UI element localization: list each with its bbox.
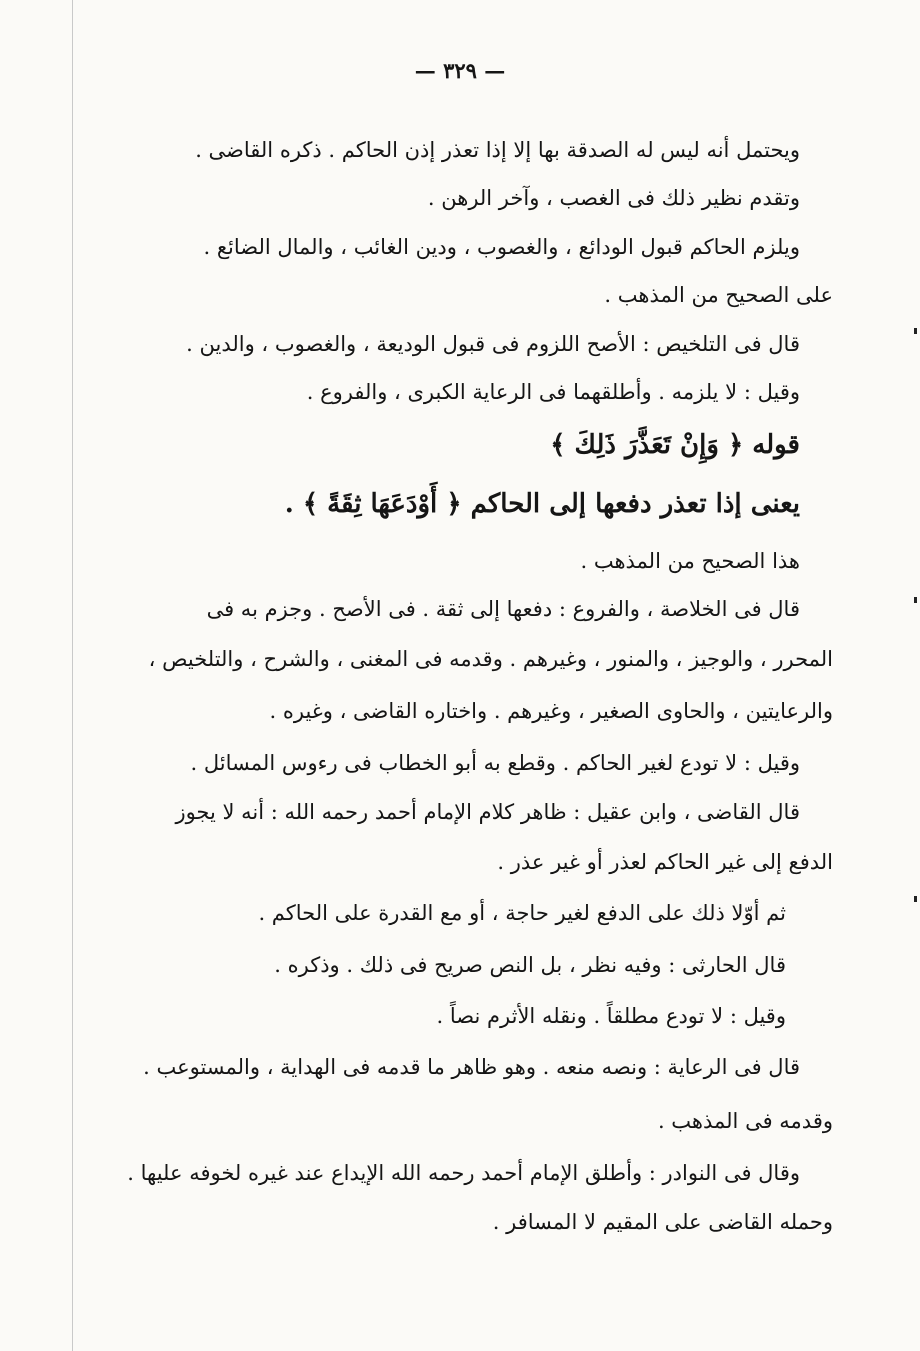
text-line: وقيل : لا تودع مطلقاً . ونقله الأثرم نصاً . bbox=[436, 1004, 786, 1028]
text-line: وقيل : لا يلزمه . وأطلقهما فى الرعاية الكبرى ، والفروع . bbox=[306, 380, 800, 404]
page-number: — ٣٢٩ — bbox=[414, 58, 506, 83]
text-line: قال فى التلخيص : الأصح اللزوم فى قبول الوديعة ، والغصوب ، والدين . bbox=[186, 332, 800, 356]
text-line: ويلزم الحاكم قبول الودائع ، والغصوب ، ودين الغائب ، والمال الضائع . bbox=[203, 235, 800, 259]
text-line: وقيل : لا تودع لغير الحاكم . وقطع به أبو الخطاب فى رءوس المسائل . bbox=[190, 751, 800, 775]
margin-mark bbox=[914, 328, 917, 334]
text-line: قال القاضى ، وابن عقيل : ظاهر كلام الإمام أحمد رحمه الله : أنه لا يجوز bbox=[175, 800, 800, 824]
text-line: ثم أوّلا ذلك على الدفع لغير حاجة ، أو مع القدرة على الحاكم . bbox=[258, 901, 786, 925]
binding-edge-line bbox=[72, 0, 73, 1351]
text-line: وحمله القاضى على المقيم لا المسافر . bbox=[492, 1210, 833, 1234]
verse-quote: ﴿ أَوْدَعَهَا ثِقَةً ﴾ . bbox=[284, 489, 462, 519]
quoted-heading bbox=[550, 425, 800, 465]
text-line: قال فى الخلاصة ، والفروع : دفعها إلى ثقة . فى الأصح . وجزم به فى bbox=[206, 597, 800, 621]
text-line: على الصحيح من المذهب . bbox=[604, 283, 833, 307]
heading-label: قوله bbox=[752, 430, 800, 460]
text-line: المحرر ، والوجيز ، والمنور ، وغيرهم . وقدمه فى المغنى ، والشرح ، والتلخيص ، bbox=[148, 647, 833, 671]
text-line: هذا الصحيح من المذهب . bbox=[580, 549, 800, 573]
text-line: وقدمه فى المذهب . bbox=[657, 1109, 833, 1133]
verse-quote: ﴿ وَإِنْ تَعَذَّرَ ذَلِكَ ﴾ bbox=[550, 430, 744, 460]
explanation-line bbox=[285, 484, 800, 524]
text-line: الدفع إلى غير الحاكم لعذر أو غير عذر . bbox=[497, 850, 833, 874]
text-line: وتقدم نظير ذلك فى الغصب ، وآخر الرهن . bbox=[427, 186, 800, 210]
text-line: قال فى الرعاية : ونصه منعه . وهو ظاهر ما قدمه فى الهداية ، والمستوعب . bbox=[143, 1055, 800, 1079]
text-line: وقال فى النوادر : وأطلق الإمام أحمد رحمه الله الإيداع عند غيره لخوفه عليها . bbox=[127, 1161, 800, 1185]
text-line: والرعايتين ، والحاوى الصغير ، وغيرهم . واختاره القاضى ، وغيره . bbox=[269, 699, 833, 723]
margin-mark bbox=[914, 896, 917, 902]
text-line: ويحتمل أنه ليس له الصدقة بها إلا إذا تعذر إذن الحاكم . ذكره القاضى . bbox=[195, 138, 800, 162]
text-line: قال الحارثى : وفيه نظر ، بل النص صريح فى ذلك . وذكره . bbox=[274, 953, 786, 977]
explanation-text: يعنى إذا تعذر دفعها إلى الحاكم bbox=[470, 489, 800, 519]
margin-mark bbox=[914, 597, 917, 603]
